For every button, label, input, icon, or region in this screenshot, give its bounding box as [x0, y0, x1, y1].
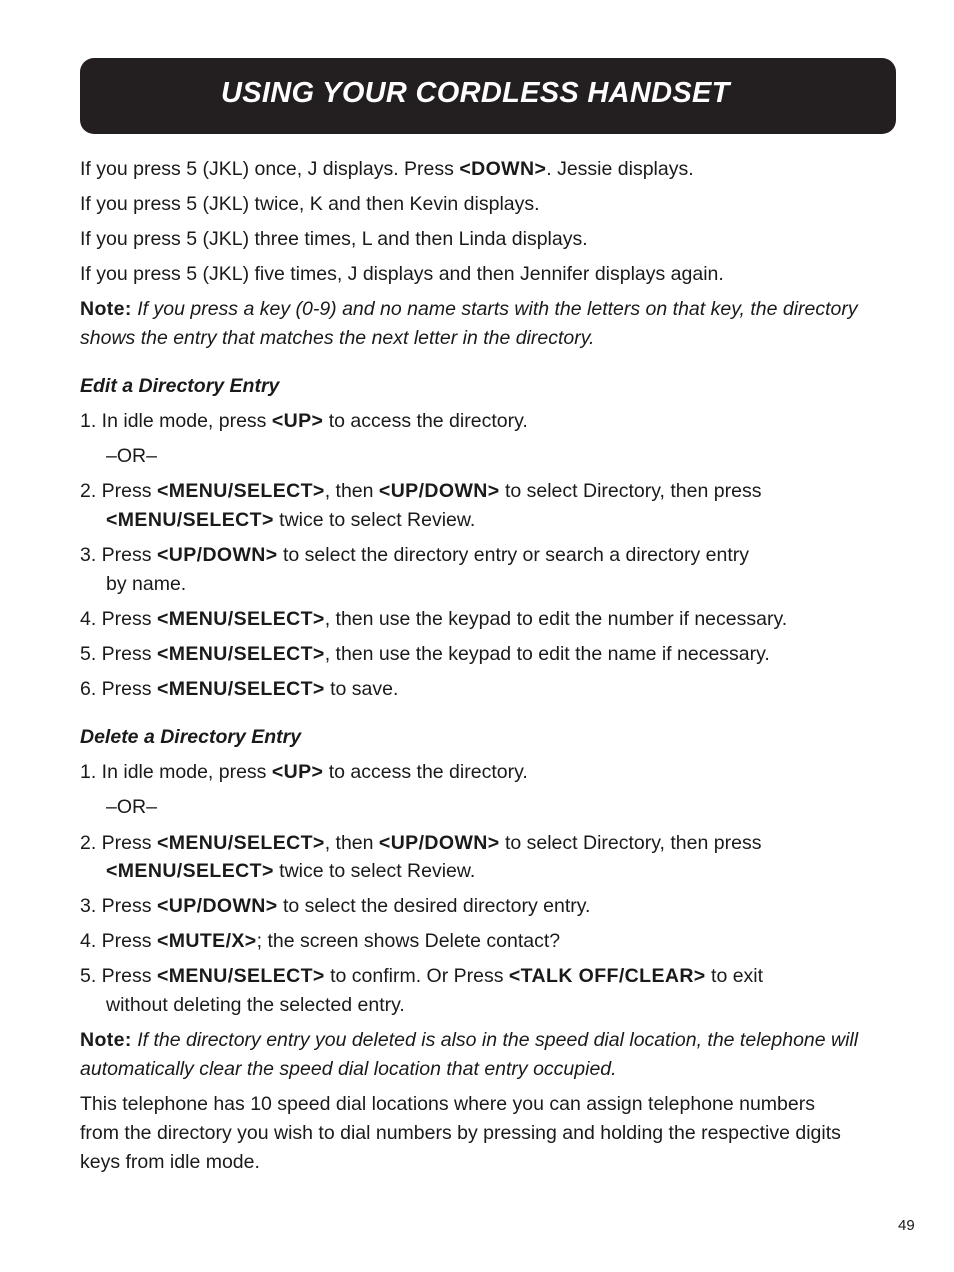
text: 2. Press: [80, 480, 157, 502]
delete-step-3: [80, 894, 590, 918]
text: 1. In idle mode, press: [80, 761, 272, 783]
intro-line-3: If you press 5 (JKL) three times, L and then Linda displays.: [80, 228, 588, 250]
text: 5. Press: [80, 643, 157, 665]
delete-step-2-cont: [106, 859, 475, 883]
delete-heading: Delete a Directory Entry: [80, 726, 302, 748]
delete-or: –OR–: [106, 796, 157, 818]
edit-step-3: [80, 543, 749, 567]
text: 3. Press: [80, 544, 157, 566]
text: to exit: [705, 965, 764, 987]
text: 1. In idle mode, press: [80, 410, 272, 432]
text: , then: [324, 480, 379, 502]
note-text: If you press a key (0-9) and no name starts with the letters on that key, the directory: [131, 298, 858, 320]
edit-step-2-cont: [106, 508, 475, 532]
intro-line-1: [80, 157, 694, 181]
text: , then: [324, 832, 379, 854]
text: If you press 5 (JKL) once, J displays. Press: [80, 158, 460, 180]
edit-step-4: [80, 607, 787, 631]
text: twice to select Review.: [273, 860, 476, 882]
delete-step-5-cont: without deleting the selected entry.: [106, 994, 405, 1016]
note-text: If the directory entry you deleted is also in the speed dial location, the telephone will: [131, 1029, 859, 1051]
key-name: <UP/DOWN>: [378, 832, 500, 854]
note-2-line-2: automatically clear the speed dial location that entry occupied.: [80, 1058, 617, 1080]
intro-line-4: If you press 5 (JKL) five times, J displays and then Jennifer displays again.: [80, 263, 724, 285]
section-banner: [80, 58, 896, 134]
text: , then use the keypad to edit the name if necessary.: [324, 643, 770, 665]
closing-line-2: from the directory you wish to dial numbers by pressing and holding the respective digits: [80, 1122, 841, 1144]
text: to select Directory, then press: [499, 832, 762, 854]
key-name: <UP>: [271, 761, 324, 783]
edit-step-3-cont: by name.: [106, 573, 187, 595]
delete-step-2: [80, 831, 761, 855]
text: to save.: [324, 678, 399, 700]
key-name: <TALK OFF/CLEAR>: [508, 965, 706, 987]
note-label: Note:: [80, 1029, 132, 1051]
key-name: <MENU/SELECT>: [156, 965, 325, 987]
key-name: <MUTE/X>: [156, 930, 257, 952]
edit-or: –OR–: [106, 445, 157, 467]
text: . Jessie displays.: [546, 158, 694, 180]
key-name: <MENU/SELECT>: [106, 860, 274, 882]
text: to select the desired directory entry.: [277, 895, 591, 917]
text: to access the directory.: [323, 761, 528, 783]
text: 4. Press: [80, 608, 157, 630]
text: to select the directory entry or search a directory entry: [277, 544, 750, 566]
key-name: <MENU/SELECT>: [156, 832, 325, 854]
page-title: USING YOUR CORDLESS HANDSET: [221, 77, 730, 109]
text: , then use the keypad to edit the number if necessary.: [324, 608, 788, 630]
key-name: <UP/DOWN>: [378, 480, 500, 502]
delete-step-5: [80, 964, 763, 988]
key-name: <MENU/SELECT>: [156, 678, 325, 700]
page-number: 49: [898, 1217, 915, 1234]
text: to access the directory.: [323, 410, 528, 432]
key-name: <DOWN>: [459, 158, 547, 180]
note-label: Note:: [80, 298, 132, 320]
delete-step-1: [80, 760, 528, 784]
key-name: <MENU/SELECT>: [156, 480, 325, 502]
closing-line-1: This telephone has 10 speed dial locations where you can assign telephone numbers: [80, 1093, 815, 1115]
edit-step-5: [80, 642, 770, 666]
key-name: <UP>: [271, 410, 324, 432]
note-1-line-2: shows the entry that matches the next letter in the directory.: [80, 327, 595, 349]
text: 2. Press: [80, 832, 157, 854]
key-name: <MENU/SELECT>: [156, 608, 325, 630]
edit-step-1: [80, 409, 528, 433]
text: to select Directory, then press: [499, 480, 762, 502]
text: 5. Press: [80, 965, 157, 987]
closing-line-3: keys from idle mode.: [80, 1151, 260, 1173]
edit-step-2: [80, 479, 761, 503]
edit-heading: Edit a Directory Entry: [80, 375, 280, 397]
text: 4. Press: [80, 930, 157, 952]
intro-line-2: If you press 5 (JKL) twice, K and then Kevin displays.: [80, 193, 540, 215]
key-name: <UP/DOWN>: [156, 544, 278, 566]
text: twice to select Review.: [273, 509, 476, 531]
text: 3. Press: [80, 895, 157, 917]
text: ; the screen shows Delete contact?: [256, 930, 561, 952]
text: 6. Press: [80, 678, 157, 700]
text: to confirm. Or Press: [324, 965, 509, 987]
note-2-line-1: [80, 1028, 858, 1052]
delete-step-4: [80, 929, 560, 953]
edit-step-6: [80, 677, 398, 701]
key-name: <MENU/SELECT>: [156, 643, 325, 665]
key-name: <MENU/SELECT>: [106, 509, 274, 531]
note-1-line-1: [80, 297, 858, 321]
key-name: <UP/DOWN>: [156, 895, 278, 917]
